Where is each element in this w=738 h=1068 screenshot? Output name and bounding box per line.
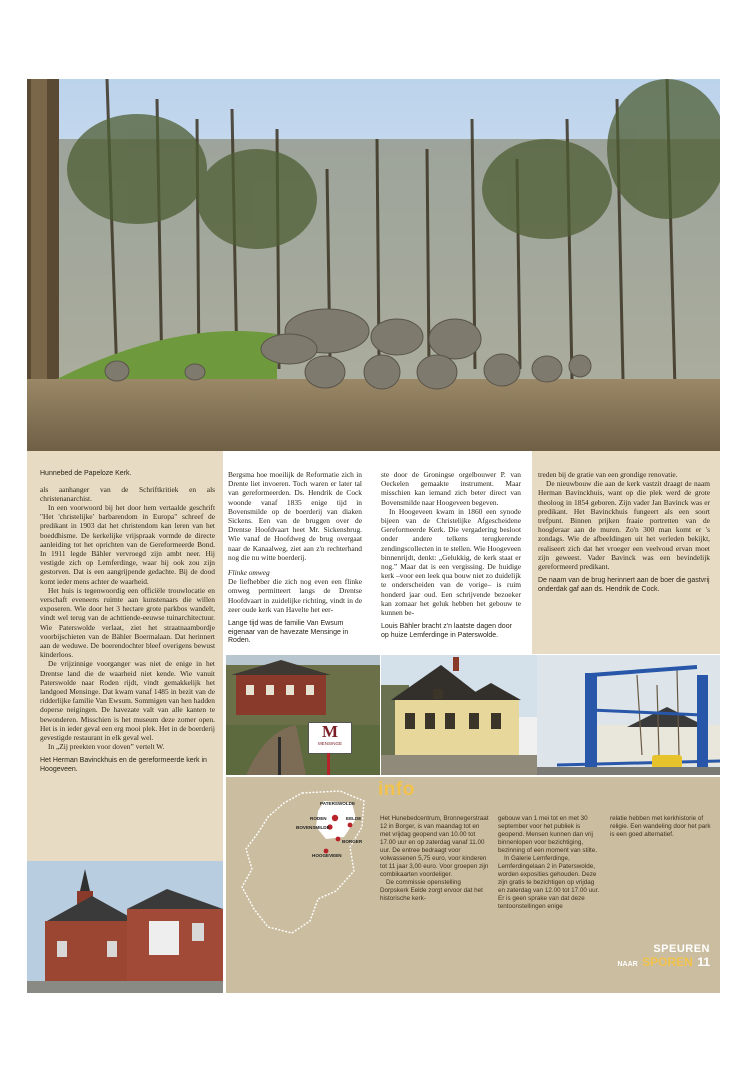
info-paragraph: In Galerie Lemferdinge, Lemferdingelaan 2 in Paterswolde, worden exposities gehouden. Deze zijn gratis te bezichtigen op vrijdag en zaterdag van 12.00 tot 17.00 uur. Er is geen sprake van dat deze tentoonstellingen enige	[498, 855, 600, 910]
info-paragraph: Het Hunebedcentrum, Bronnegerstraat 12 in Borger, is van maandag tot en met vrijdag geopend van 10.00 tot 17.00 uur en op zaterdag vanaf 11.00 uur. De entree bedraagt voor volwassenen 5,75 euro, voor kinderen tot 11 jaar 3,00 euro. Voor groepen zijn combikaarten voordeliger.	[380, 815, 489, 878]
sign-post	[327, 753, 330, 775]
col1-paragraph: als aanhanger van de Schriftkritiek en als christenanarchist.	[40, 484, 215, 503]
brand-speuren: SPEUREN	[653, 943, 710, 955]
map-label-hoogeveen: HOOGEVEEN	[312, 853, 342, 858]
col3-paragraph: ste door de Groningse orgelbouwer P. van Oeckelen gemaakte instrument. Maar misschien kan iemand zich beter direct van Bovensmilde naar Hoogeveen begeven.	[381, 470, 521, 507]
mensinge-photo	[226, 655, 380, 775]
subheading-flinke-omweg: Flinke omweg	[228, 568, 270, 578]
info-paragraph: relatie hebben met kerkhistorie of religie. Een wandeling door het park is een goed alternatief.	[610, 815, 711, 838]
info-paragraph: De commissie openstelling Dorpskerk Eelde zorgt ervoor dat het historische kerk-	[380, 879, 483, 902]
text-column-1	[40, 470, 215, 775]
text-column-3	[381, 470, 521, 640]
brand-naar: NAAR	[617, 961, 638, 968]
text-column-2	[228, 470, 362, 646]
sign-logo-letter: M	[321, 722, 339, 741]
church-photo	[27, 861, 223, 993]
caption-lemferdinge: Louis Bähler bracht z'n laatste dagen door op huize Lemferdinge in Paterswolde.	[381, 623, 512, 639]
drenthe-map	[232, 787, 372, 937]
map-label-eelde: EELDE	[346, 816, 362, 821]
caption-hunebed: Hunnebed de Papeloze Kerk.	[40, 470, 132, 477]
caption-bavinckhuis: Het Herman Bavinckhuis en de gereformeerde kerk in Hoogeveen.	[40, 757, 207, 774]
col1-paragraph: De vrijzinnige voorganger was niet de enige in het Drentse land die de waarheid niet kende. Wie vanuit Paterswolde naar Roden rijdt, vindt gemakkelijk het landgoed Mensinge. Dat kwam vanaf 1485 in bezit van de ridderlijke familie Van Ewsum. Sommigen van hen hadden doperse neigingen. De havezate valt van alle kanten te bewonderen. Misschien is het museum deze zomer open. Het is in ieder geval een erg mooi plek. Het in de boerderij gevestigde restaurant in elk geval wel.	[40, 659, 215, 743]
page-number: 11	[697, 955, 710, 969]
caption-mensinge: Lange tijd was de familie Van Ewsum eigenaar van de havezate Mensinge in Roden.	[228, 620, 349, 645]
bridge-photo	[537, 655, 720, 775]
text-column-4	[538, 470, 710, 594]
brand-sporen: SPOREN	[642, 955, 693, 969]
col4-paragraph: treden bij de gratie van een grondige renovatie.	[538, 470, 678, 479]
map-label-bovensmilde: BOVENSMILDE	[296, 825, 330, 830]
map-label-borger: BORGER	[342, 839, 363, 844]
mensinge-sign	[308, 722, 352, 754]
col1-paragraph: In „Zij preekten voor doven” vertelt W.	[48, 742, 165, 752]
col1-paragraph: Het huis is tegenwoordig een officiële trouwlocatie en verschaft eveneens ruimte aan kunstenaars die willen exposeren. Wie door het 3 hectare grote parkbos wandelt, vindt wel terug van de achttiende-eeuwse tuinarchitectuur. Wie Paterswolde verlaat, ziet het straatnaambordje voorbijschieten van de Bähler Boermalaan. Dat herinnert aan de weduwe. De boerendochter bleef overigens bewust kinderloos.	[40, 585, 215, 660]
info-box	[226, 777, 720, 993]
col4-paragraph: De nieuwbouw die aan de kerk vastzit draagt de naam Herman Bavinckhuis, want op die plek werd de grote theoloog in 1854 geboren. Zijn vader Jan Bavinck was er predikant. Het Bavinckhuis fungeert als een soort trefpunt. Binnen prijken fraaie portretten van de hoogleraar aan de muren. Zo'n 300 man komt er 's zondags. Wie de afbeeldingen uit het verleden bekijkt, realiseert zich dat het vroeger een veelvoud ervan moet zijn geweest. Vader Bavinck was een bevindelijk gereformeerd predikant.	[538, 479, 710, 572]
col2-paragraph: Bergsma hoe moeilijk de Reformatie zich in Drente liet invoeren. Toch waren er later tal van gereformeerden. Ds. Hendrik de Cock woonde vanaf 1835 enige tijd in Bovensmilde op de boerderij van diaken Sickens. Een van de bruggen over de Drentse Hoofdvaart heet Mr. Sickensbrug. Wie vanaf de Hoofdweg de brug overgaat naar de Kanaalweg, ziet aan z'n rechterhand nog die nu witte boerderij.	[228, 470, 362, 562]
sign-text: MENSINGE	[317, 741, 342, 746]
info-title	[378, 779, 415, 801]
info-paragraph: gebouw van 1 mei tot en met 30 september voor het publiek is geopend. Mensen kunnen dan vrij binnenlopen voor bezichtiging, bezinning of een moment van stilte.	[498, 815, 598, 854]
info-column-1	[380, 815, 490, 903]
info-column-3	[610, 815, 714, 839]
lemferdinge-photo	[381, 655, 537, 775]
map-label-roden: RODEN	[310, 816, 327, 821]
map-label-paterswolde: PATERSWOLDE	[320, 801, 356, 806]
col3-paragraph: In Hoogeveen kwam in 1860 een synode bijeen van de Christelijke Afgescheidene Gereformeerde Kerk. Die vergadering besloot onder andere telkens terugkerende zendingscollecten in te stellen. Wie Hoogeveen binnenrijdt, denkt: „Gelukkig, de kerk staat er nog.” Maar dat is een vergissing. De huidige kerk –voor een leek qua bouw niet zo duidelijk te onderscheiden van de vorige– is ruim honderd jaar oud. Een schrijvende bezoeker kan zomaar het geluk hebben het gebouw te kunnen be-	[381, 506, 521, 618]
info-column-2	[498, 815, 602, 911]
caption-brug: De naam van de brug herinnert aan de boer die gastvrij onderdak gaf aan ds. Hendrik de Cock.	[538, 577, 710, 593]
footer-brand	[617, 943, 710, 972]
hunebed-photo	[27, 79, 720, 451]
col1-paragraph: In een voorwoord bij het door hem vertaalde geschrift "Het 'christelijke' barbarendom in Europa" schreef de predikant in 1903 dat het christendom kan leren van het boeddhisme. De kerkelijke vrijspraak vormde de directe aanleiding tot het oprichten van de Gereformeerde Bond. In 1911 legde Bähler vervroegd zijn ambt neer. Hij vestigde zich op Lemferdinge, waar hij ook zou zijn gestorven. Dat is een aangrijpende gedachte. Bij de dood komt ieder mens achter de waarheid.	[40, 503, 215, 586]
info-title-text: info	[378, 779, 415, 800]
col2-paragraph: De liefhebber die zich nog even een flinke omweg permitteert langs de Drentse Hoofdvaart in zuidelijke richting, vindt in de zeer oude kerk van Havelte het eer-	[228, 577, 362, 614]
